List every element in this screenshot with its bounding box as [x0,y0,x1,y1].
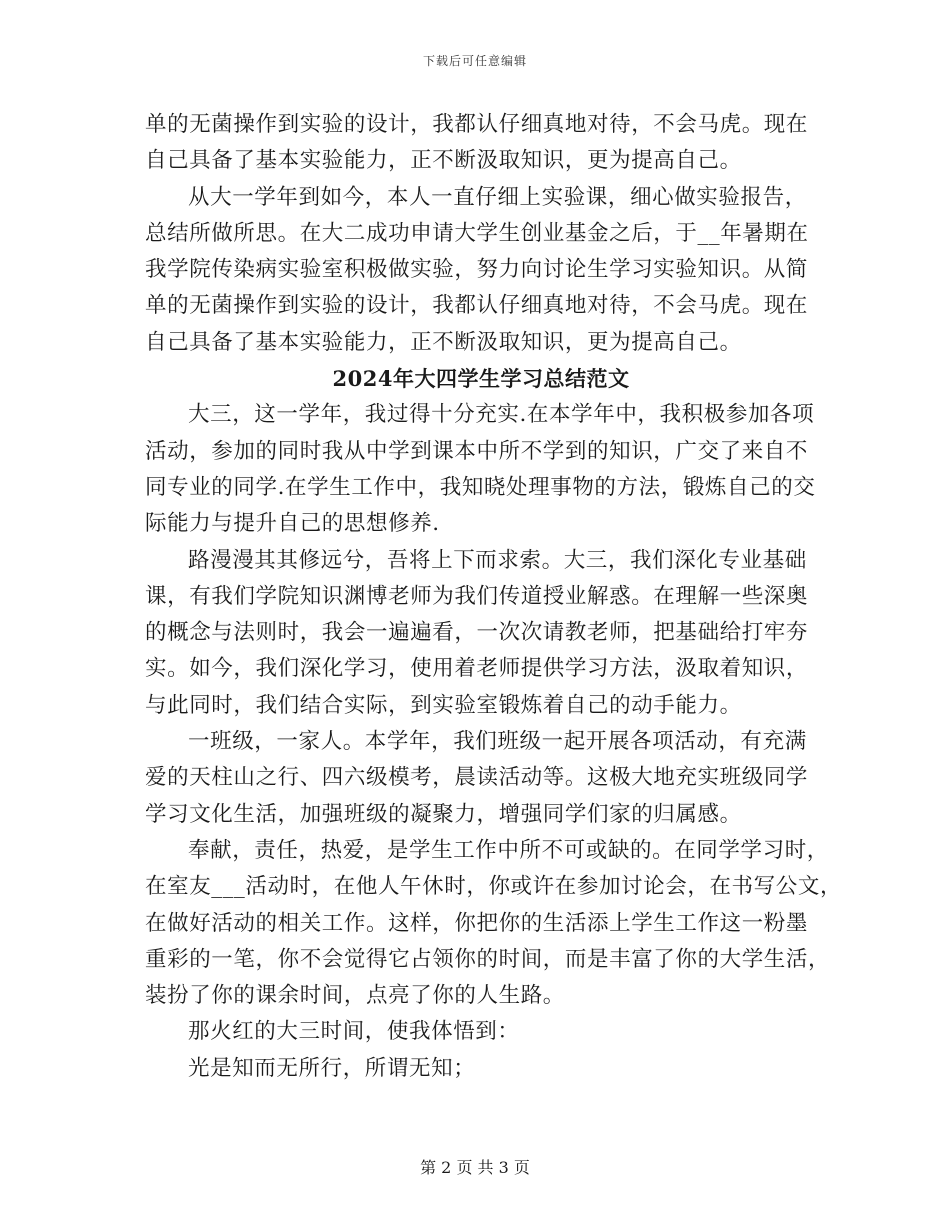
text-line: 同专业的同学.在学生工作中，我知晓处理事物的方法，锻炼自己的交 [145,474,816,500]
text-line: 总结所做所思。在大二成功申请大学生创业基金之后，于__年暑期在 [145,220,809,246]
page-header: 下载后可任意编辑 [422,54,527,68]
text-line: 爱的天柱山之行、四六级模考，晨读活动等。这极大地充实班级同学 [145,765,809,791]
text-line: 活动，参加的同时我从中学到课本中所不学到的知识，广交了来自不 [145,438,809,464]
text-line: 实。如今，我们深化学习，使用着老师提供学习方法，汲取着知识， [145,656,809,682]
text-line: 自己具备了基本实验能力，正不断汲取知识，更为提高自己。 [145,148,742,174]
text-line: 装扮了你的课余时间，点亮了你的人生路。 [145,983,565,1009]
text-line: 那火红的大三时间，使我体悟到： [188,1019,520,1045]
document-title: 2024年大四学生学习总结范文 [332,366,630,392]
text-line: 单的无菌操作到实验的设计，我都认仔细真地对待，不会马虎。现在 [145,293,809,319]
document-body [145,107,843,1087]
text-line: 一班级，一家人。本学年，我们班级一起开展各项活动，有充满 [188,729,807,755]
text-line: 路漫漫其其修远兮，吾将上下而求索。大三，我们深化专业基础 [188,547,807,573]
text-line: 在室友___活动时，在他人午休时，你或许在参加讨论会，在书写公文， [145,874,843,900]
text-line: 奉献，责任，热爱，是学生工作中所不可或缺的。在同学学习时， [188,837,829,863]
text-line: 单的无菌操作到实验的设计，我都认仔细真地对待，不会马虎。现在 [145,112,809,137]
text-line: 光是知而无所行，所谓无知； [188,1055,476,1081]
text-line: 的概念与法则时，我会一遍遍看，一次次请教老师，把基础给打牢夯 [145,620,809,646]
text-line: 自己具备了基本实验能力，正不断汲取知识，更为提高自己。 [145,329,742,355]
text-line: 重彩的一笔，你不会觉得它占领你的时间，而是丰富了你的大学生活， [145,946,831,972]
text-line: 大三，这一学年，我过得十分充实.在本学年中，我积极参加各项 [188,402,815,428]
text-line: 我学院传染病实验室积极做实验，努力向讨论生学习实验知识。从简 [145,257,809,283]
text-line: 与此同时，我们结合实际，到实验室锻炼着自己的动手能力。 [145,692,742,718]
page-footer: 第 2 页 共 3 页 [420,1158,530,1177]
text-line: 课，有我们学院知识渊博老师为我们传道授业解惑。在理解一些深奥 [145,583,809,609]
text-line: 从大一学年到如今，本人一直仔细上实验课，细心做实验报告， [188,184,807,210]
text-line: 际能力与提升自己的思想修养. [145,511,440,537]
text-line: 在做好活动的相关工作。这样，你把你的生活添上学生工作这一粉墨 [145,910,809,936]
text-line: 学习文化生活，加强班级的凝聚力，增强同学们家的归属感。 [145,801,742,827]
